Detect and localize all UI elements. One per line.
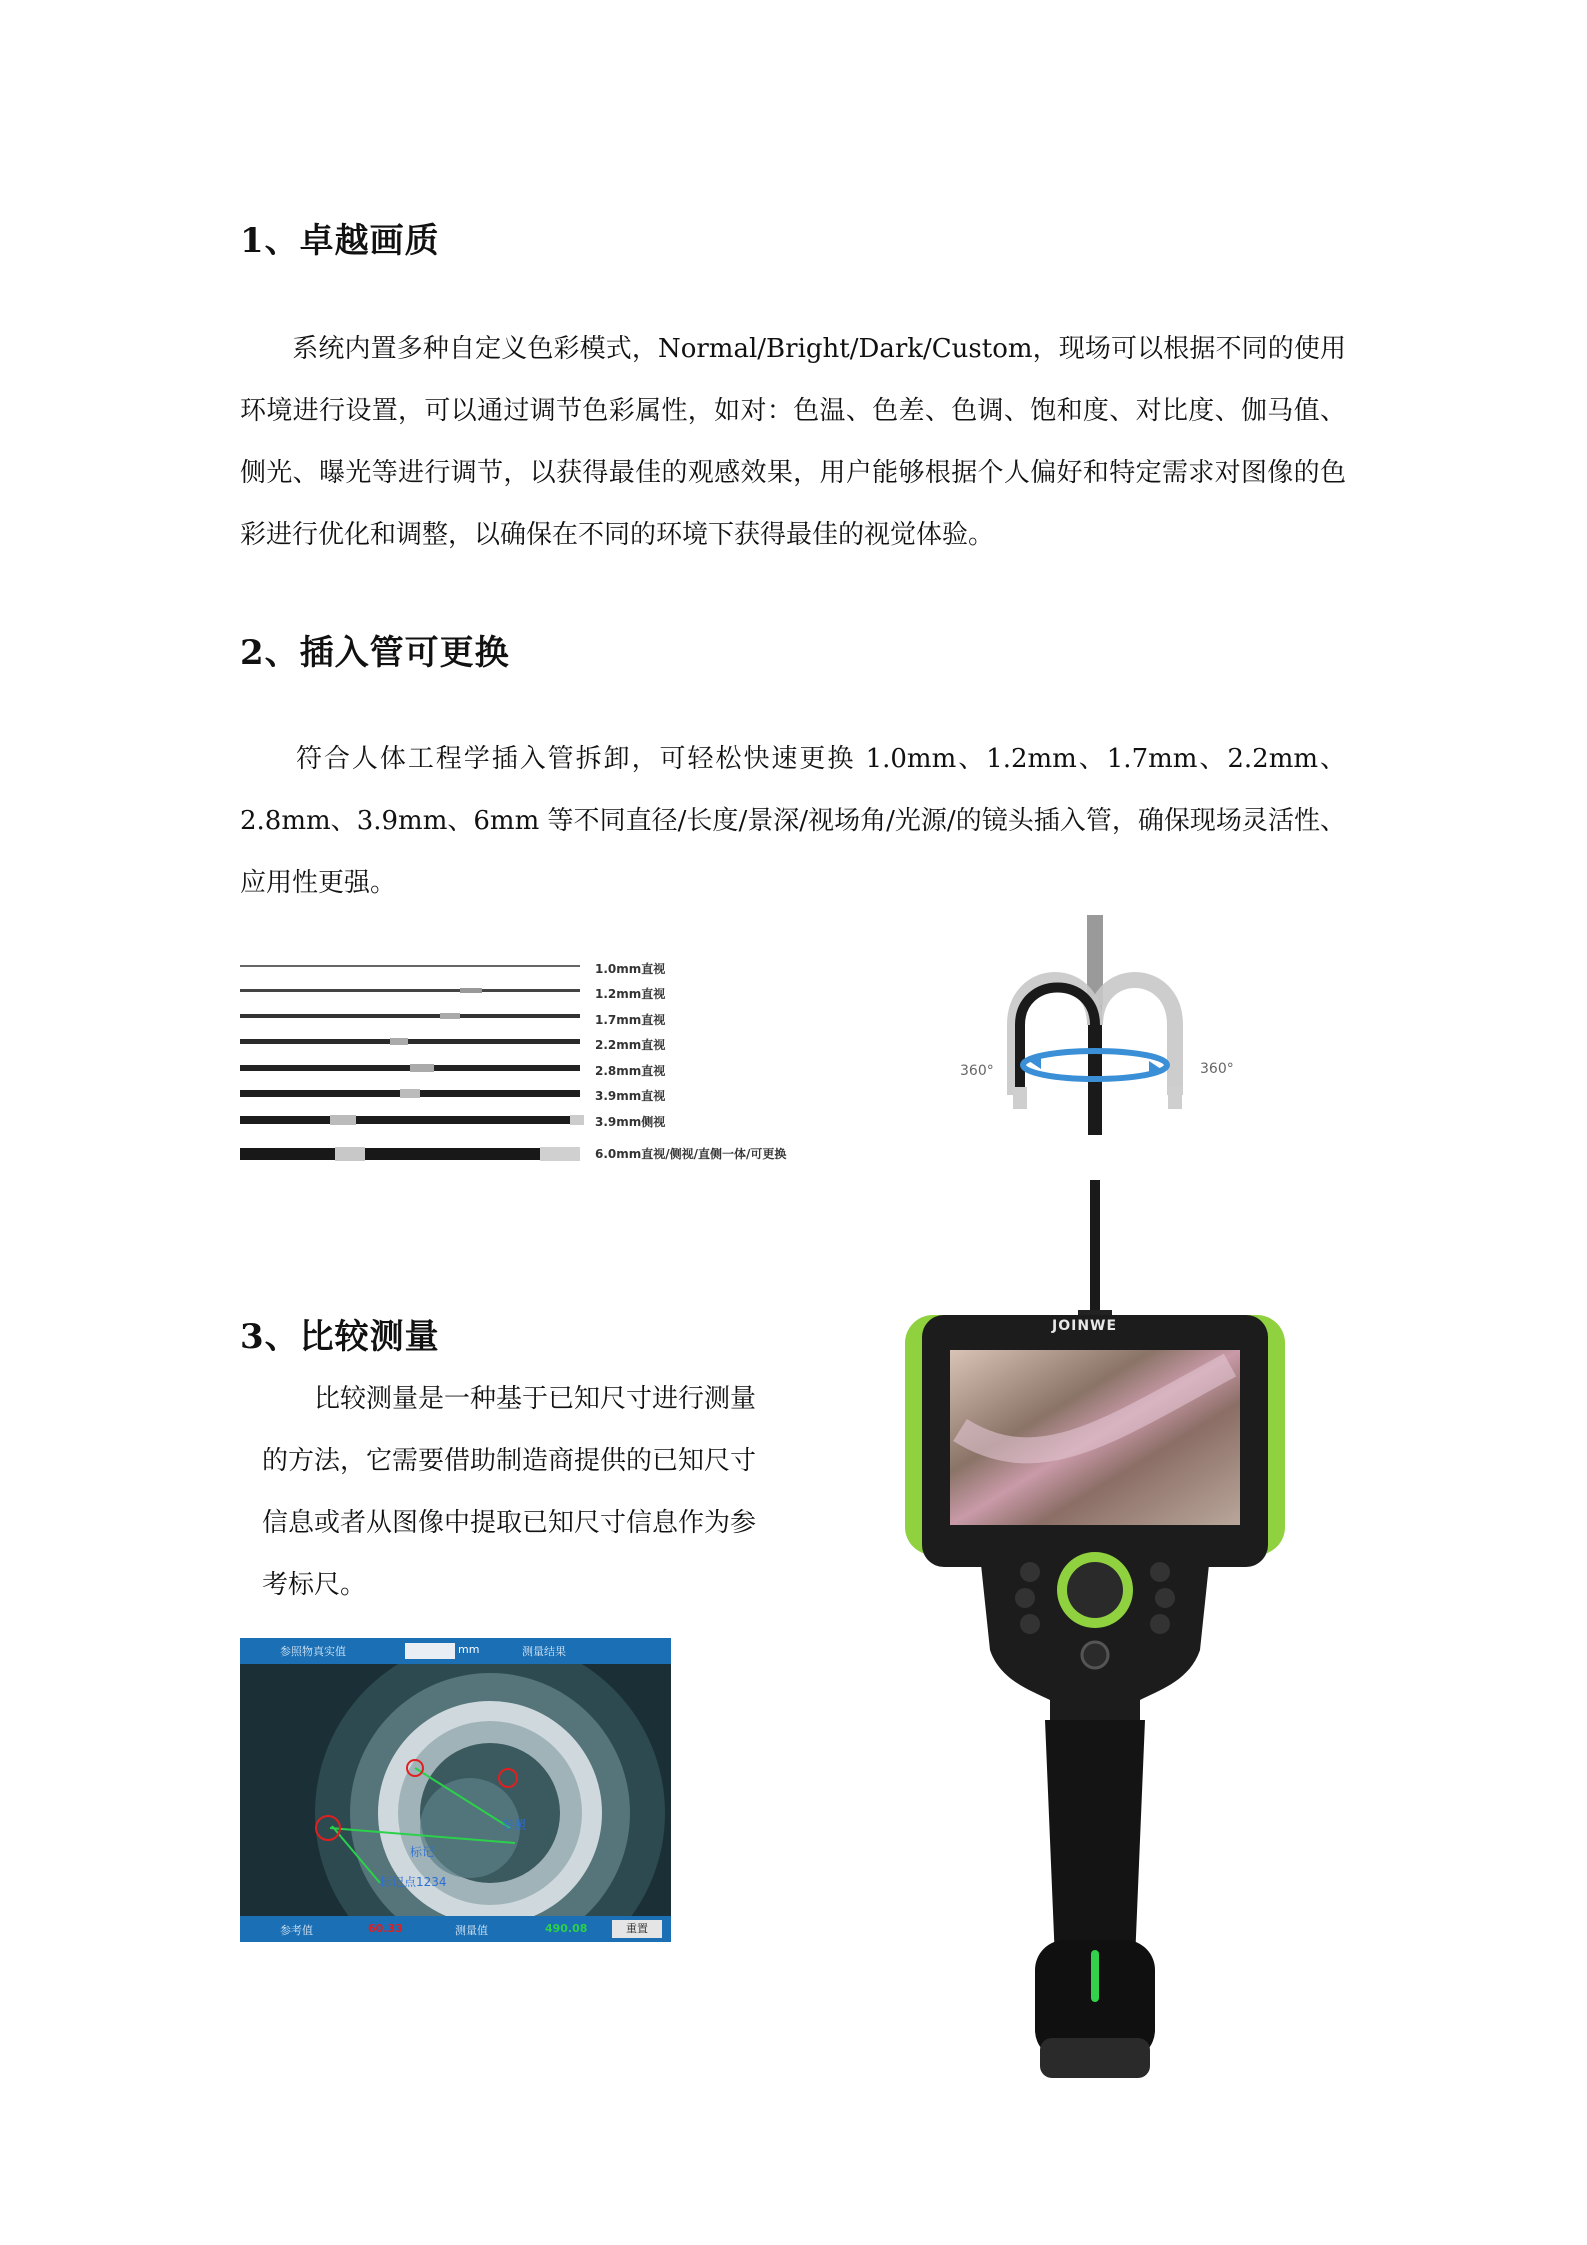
mark-label: 标记: [410, 1845, 435, 1859]
bottom-ref-label: 参考值: [280, 1924, 313, 1937]
tube-6-tip: [400, 1089, 420, 1098]
status-led: [1091, 1950, 1099, 2002]
tube-label-7: 3.9mm侧视: [595, 1115, 666, 1129]
handle-cap: [1040, 2038, 1150, 2078]
measurement-screenshot: [240, 1638, 671, 1942]
measurement-scene: [240, 1638, 671, 1942]
insertion-tubes-figure: [240, 955, 840, 1165]
tube-label-4: 2.2mm直视: [595, 1038, 666, 1052]
section-2-heading: 2、插入管可更换: [240, 633, 510, 673]
brightness-button[interactable]: [1020, 1614, 1040, 1634]
record-button[interactable]: [1155, 1588, 1175, 1608]
section-3-paragraph: 比较测量是一种基于已知尺寸进行测量的方法，它需要借助制造商提供的已知尺寸信息或者从图像中提取已知尺寸信息作为参考标尺。: [262, 1384, 757, 1600]
tube-3: [240, 1014, 580, 1018]
section-2-paragraph: 符合人体工程学插入管拆卸，可轻松快速更换 1.0mm、1.2mm、1.7mm、2.2mm、2.8mm、3.9mm、6mm 等不同直径/长度/景深/视场角/光源/的镜头插入管，确保现场灵活性、应用性更强。: [240, 744, 1346, 898]
device-brand-label: JOINWE: [1052, 1318, 1118, 1334]
power-button[interactable]: [1020, 1562, 1040, 1582]
ref-value-input[interactable]: [405, 1643, 455, 1659]
tube-8-tip: [540, 1147, 580, 1161]
insertion-tubes-svg: [240, 955, 840, 1165]
tube-label-3: 1.7mm直视: [595, 1013, 666, 1027]
tip-right: [1168, 1087, 1182, 1109]
tube-7-tip: [570, 1115, 584, 1125]
angle-label-left: 360°: [960, 1063, 994, 1079]
capture-button[interactable]: [1150, 1562, 1170, 1582]
ref-tag-label: 参照: [502, 1818, 527, 1832]
tube-8-band: [335, 1147, 365, 1161]
angle-label-right: 360°: [1200, 1061, 1234, 1077]
section-3-heading: 3、比较测量: [240, 1317, 440, 1357]
tube-4-tip: [390, 1038, 408, 1045]
tube-2-tip: [460, 988, 482, 993]
tube-7: [240, 1116, 570, 1124]
settings-button[interactable]: [1150, 1614, 1170, 1634]
tube-label-2: 1.2mm直视: [595, 987, 666, 1001]
tube-label-1: 1.0mm直视: [595, 962, 666, 976]
tube-8: [240, 1148, 540, 1160]
articulation-svg: [945, 915, 1245, 1135]
articulation-figure: [945, 915, 1245, 1135]
ref-unit-label: mm: [458, 1643, 480, 1656]
bottom-meas-value: 490.08: [545, 1922, 588, 1935]
tube-label-5: 2.8mm直视: [595, 1064, 666, 1078]
bottom-ref-value: 60.33: [368, 1922, 403, 1935]
device-figure: [880, 1180, 1300, 2100]
back-button[interactable]: [1015, 1588, 1035, 1608]
joystick[interactable]: [1067, 1562, 1123, 1618]
tube-label-8: 6.0mm直视/侧视/直侧一体/可更换: [595, 1147, 787, 1161]
reset-button[interactable]: 重置: [612, 1920, 662, 1938]
tube-5-tip: [410, 1064, 434, 1072]
tip-left: [1013, 1087, 1027, 1109]
tube-1: [240, 965, 580, 967]
bottom-meas-label: 测量值: [455, 1924, 488, 1937]
section-1-paragraph: 系统内置多种自定义色彩模式，Normal/Bright/Dark/Custom，现场可以根据不同的使用环境进行设置，可以通过调节色彩属性，如对：色温、色差、色调、饱和度、对比度、伽马值、侧光、曝光等进行调节，以获得最佳的观感效果，用户能够根据个人偏好和特定需求对图像的色彩进行优化和调整，以确保在不同的环境下获得最佳的视觉体验。: [240, 334, 1346, 550]
tube-3-tip: [440, 1013, 460, 1019]
tube-2: [240, 989, 580, 992]
ref-real-label: 参照物真实值: [280, 1645, 346, 1658]
device-handle: [1045, 1720, 1145, 1960]
section-1-heading: 1、卓越画质: [240, 221, 440, 261]
tube-7-band: [330, 1115, 356, 1125]
tube-4: [240, 1039, 580, 1044]
center-button[interactable]: [1082, 1642, 1108, 1668]
mark-point-label: 标记点1234: [380, 1875, 447, 1889]
measure-result-label: 测量结果: [522, 1645, 566, 1658]
tube-label-6: 3.9mm直视: [595, 1089, 666, 1103]
